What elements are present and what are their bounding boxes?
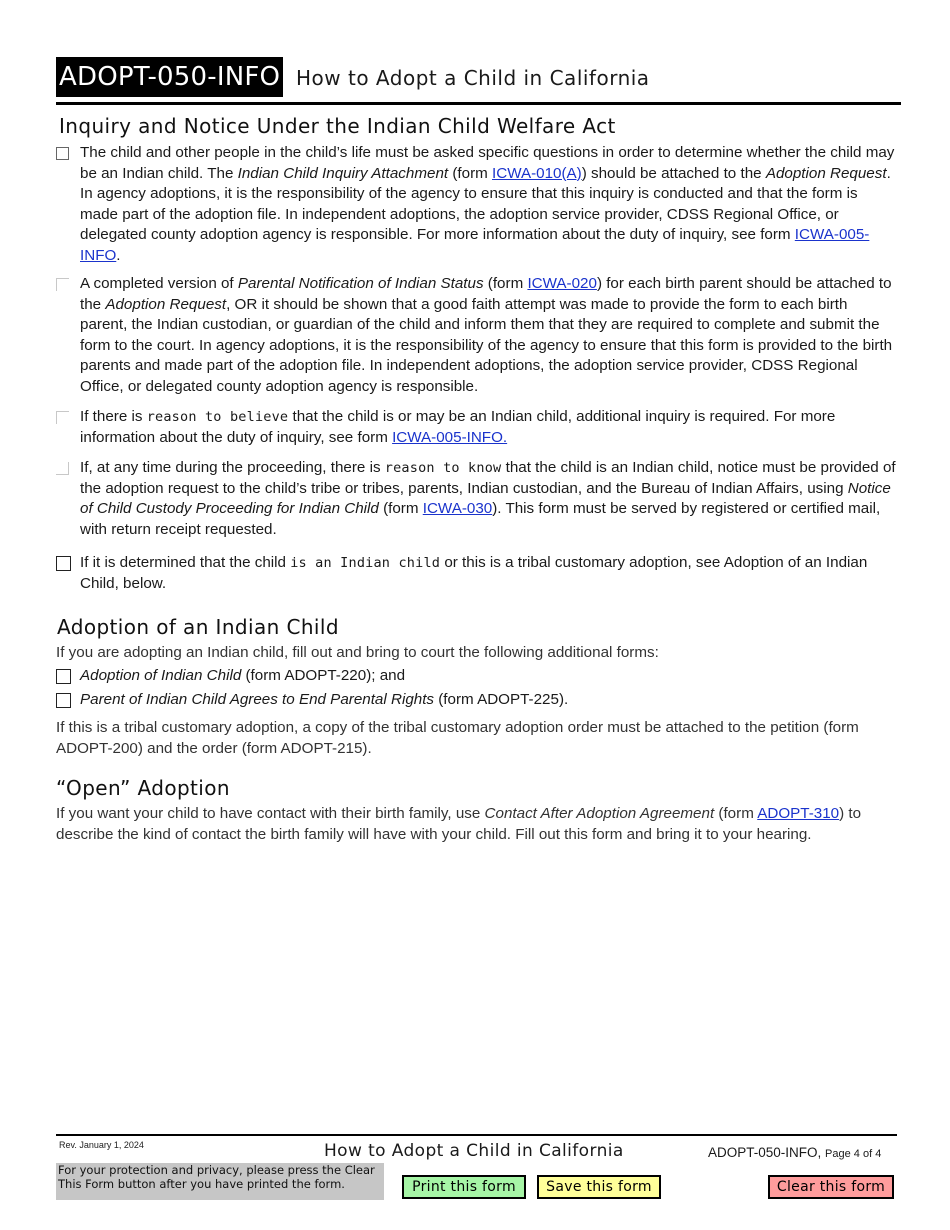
- inquiry-checkbox-1[interactable]: [56, 147, 69, 160]
- term-reason-to-know: reason to know: [384, 460, 502, 476]
- form-name-adoption-of-indian-child: Adoption of Indian Child: [80, 667, 242, 684]
- inquiry-checkbox-4[interactable]: [56, 462, 69, 475]
- inquiry-item-5: [56, 553, 898, 594]
- form-name-indian-child-inquiry-attachment: Indian Child Inquiry Attachment: [237, 164, 449, 182]
- text-span: ) for each birth parent should be attached to the: [80, 275, 892, 313]
- footer-form-id: ADOPT-050-INFO,: [708, 1145, 822, 1160]
- link-adopt-310[interactable]: ADOPT-310: [757, 805, 840, 822]
- text-span: If there is: [80, 408, 147, 425]
- link-icwa-020[interactable]: ICWA-020: [527, 275, 597, 292]
- inquiry-checkbox-2[interactable]: [56, 278, 69, 291]
- form-name-adoption-request: Adoption Request: [765, 164, 887, 182]
- text-span: that the child is an Indian child, notice must be provided of the adoption request to the child’s tribe or tribes, parents, Indian custodian, and the Bureau of Indian Affairs, using: [80, 459, 896, 497]
- text-span: or this is a tribal customary adoption, see Adoption of an Indian Child, below.: [80, 554, 868, 592]
- footer-title: How to Adopt a Child in California: [324, 1141, 624, 1161]
- text-span: (form ADOPT-220); and: [241, 667, 406, 684]
- tribal-customary-note: If this is a tribal customary adoption, a copy of the tribal customary adoption order must be attached to the petition (form ADOPT-200) and the order (form ADOPT-215).: [56, 719, 859, 757]
- open-adoption-text: [56, 804, 898, 845]
- indian-child-intro: If you are adopting an Indian child, fill out and bring to court the following additional forms:: [56, 644, 659, 661]
- text-span: The child and other people in the child’s life must be asked specific questions in order to determine whether the child may be an Indian child. The: [80, 144, 895, 182]
- form-title: How to Adopt a Child in California: [296, 66, 650, 90]
- text-span: (form: [448, 164, 492, 182]
- inquiry-item-3: [56, 407, 898, 448]
- text-span: A completed version of: [80, 275, 238, 292]
- form-id-badge: ADOPT-050-INFO: [56, 57, 283, 97]
- link-icwa-005-info[interactable]: ICWA-005-INFO: [80, 226, 870, 264]
- text-span: that the child is or may be an Indian child, additional inquiry is required. For more information about the duty of inquiry, see form: [80, 408, 836, 446]
- page-number: Page 4 of 4: [825, 1148, 882, 1160]
- text-span: ) to describe the kind of contact the birth family will have with your child. Fill out this form and bring it to your hearing.: [56, 805, 862, 843]
- inquiry-item-2: [56, 274, 898, 397]
- adopt-220-checkbox[interactable]: [56, 669, 71, 684]
- text-span: (form: [483, 275, 528, 292]
- privacy-note: For your protection and privacy, please press the Clear This Form button after you have printed the form.: [56, 1163, 384, 1200]
- open-adoption-heading: “Open” Adoption: [56, 776, 230, 800]
- form-name-notice-of-child-custody: Notice of Child Custody Proceeding for Indian Child: [80, 479, 891, 517]
- text-span: (form: [378, 500, 423, 517]
- header-rule: [56, 102, 901, 105]
- text-span: (form ADOPT-225).: [434, 691, 569, 708]
- link-icwa-010a[interactable]: ICWA-010(A): [492, 164, 582, 182]
- form-name-contact-after-adoption: Contact After Adoption Agreement: [484, 805, 715, 822]
- print-form-button[interactable]: Print this form: [402, 1175, 526, 1199]
- additional-form-adopt-225: [56, 690, 898, 711]
- link-icwa-030[interactable]: ICWA-030: [422, 500, 493, 517]
- footer-form-code: [708, 1144, 881, 1163]
- footer-rule: [56, 1134, 897, 1136]
- clear-form-button[interactable]: Clear this form: [768, 1175, 894, 1199]
- text-span: .: [116, 246, 121, 264]
- text-span: . In agency adoptions, it is the responsibility of the agency to ensure that this inquiry is conducted and that the form is made part of the adoption file. In independent adoptions, the adoption service provider, CDSS Regional Office, or delegated county adoption agency is responsible. For more information about the duty of inquiry, see form: [80, 164, 891, 243]
- save-form-button[interactable]: Save this form: [537, 1175, 661, 1199]
- adopt-225-checkbox[interactable]: [56, 693, 71, 708]
- text-span: If it is determined that the child: [80, 554, 291, 571]
- text-span: If you want your child to have contact with their birth family, use: [56, 805, 485, 822]
- inquiry-heading: Inquiry and Notice Under the Indian Child Welfare Act: [59, 114, 616, 138]
- inquiry-item-4: [56, 458, 898, 540]
- text-span: , OR it should be shown that a good faith attempt was made to provide the form to each birth parent, the Indian custodian, or guardian of the child and inform them that they are required to complete and submit the form to the court. In agency adoptions, it is the responsibility of the agency to ensure that this form is provided to the birth parents and made part of the adoption file. In independent adoptions, the adoption service provider, CDSS Regional Office, or delegated county adoption agency is responsible.: [80, 295, 893, 395]
- text-span: If, at any time during the proceeding, there is: [80, 459, 385, 476]
- form-name-parental-notification: Parental Notification of Indian Status: [237, 275, 484, 292]
- text-span: (form: [714, 805, 758, 822]
- link-icwa-005-info[interactable]: ICWA-005-INFO.: [392, 428, 508, 446]
- inquiry-item-1: [56, 143, 898, 266]
- revision-date: Rev. January 1, 2024: [59, 1140, 144, 1150]
- inquiry-checkbox-3[interactable]: [56, 411, 69, 424]
- term-reason-to-believe: reason to believe: [146, 409, 289, 425]
- text-span: ) should be attached to the: [581, 164, 766, 182]
- term-is-an-indian-child: is an Indian child: [290, 555, 441, 571]
- form-name-adoption-request: Adoption Request: [105, 295, 227, 313]
- indian-child-heading: Adoption of an Indian Child: [57, 615, 339, 639]
- form-name-parent-agrees-to-end-rights: Parent of Indian Child Agrees to End Parental Rights: [80, 691, 435, 708]
- text-span: ). This form must be served by registered or certified mail, with return receipt requested.: [80, 500, 881, 538]
- additional-form-adopt-220: [56, 666, 898, 687]
- inquiry-checkbox-5[interactable]: [56, 556, 71, 571]
